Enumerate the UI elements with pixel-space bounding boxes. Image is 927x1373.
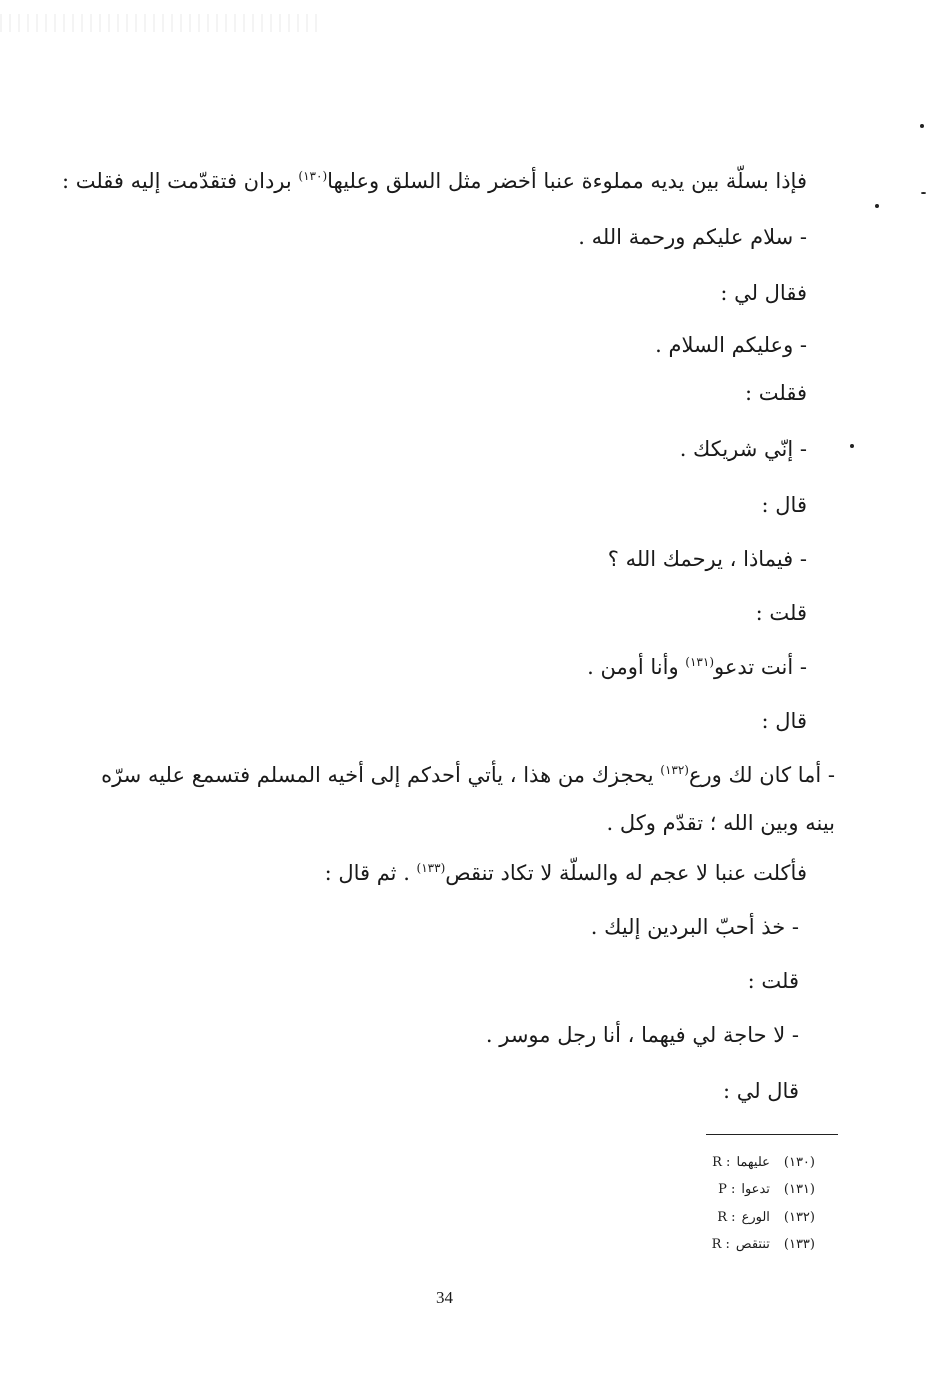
line-text: - فيماذا ، يرحمك الله ؟ [607, 547, 807, 571]
footnote-133 [712, 1236, 815, 1254]
line-text: - أنت تدعو [714, 655, 807, 679]
scan-speck [850, 444, 854, 448]
body-line-16 [748, 966, 799, 996]
body-line-8 [608, 544, 807, 574]
footnote-130 [712, 1154, 815, 1172]
footnote-separator [706, 1134, 838, 1135]
line-text: قال : [761, 493, 807, 517]
body-line-1 [62, 166, 807, 196]
line-text: - لا حاجة لي فيهما ، أنا رجل موسر . [485, 1023, 799, 1047]
body-line-18 [723, 1076, 799, 1106]
footnote-source: R : [712, 1155, 731, 1170]
body-line-13 [607, 808, 835, 838]
footnote-number: (١٣٢) [783, 1210, 815, 1225]
body-line-2 [578, 222, 807, 252]
body-line-10 [587, 652, 807, 682]
body-line-3 [720, 278, 807, 308]
line-text: - وعليكم السلام . [655, 333, 807, 357]
line-text: - إنّي شريكك . [679, 437, 807, 461]
footnote-source: R : [711, 1237, 730, 1252]
line-text: فقلت : [745, 381, 807, 405]
footnote-ref: (١٣١) [685, 655, 714, 669]
scan-noise [0, 14, 320, 32]
scan-speck [920, 124, 924, 128]
line-text: - خذ أحبّ البردين إليك . [590, 915, 799, 939]
line-text-after: بردان فتقدّمت إليه فقلت : [61, 169, 299, 193]
footnote-word: تدعوا [741, 1182, 770, 1197]
line-text: قال لي : [722, 1079, 799, 1103]
line-text: - سلام عليكم ورحمة الله . [578, 225, 807, 249]
body-line-5 [745, 378, 807, 408]
line-text-after: . ثم قال : [324, 861, 417, 885]
line-text: - أما كان لك ورع [688, 763, 835, 787]
footnote-number: (١٣٣) [783, 1237, 815, 1252]
line-text: قال : [761, 709, 807, 733]
scan-speck [875, 204, 879, 208]
line-text: بينه وبين الله ؛ تقدّم وكل . [606, 811, 835, 835]
body-line-12 [60, 760, 835, 790]
footnote-word: عليهما [736, 1155, 770, 1170]
page-number: 34 [436, 1288, 453, 1307]
footnote-ref: (١٣٠) [298, 169, 328, 183]
footnote-word: تنتقص [735, 1237, 770, 1252]
footnote-source: R : [717, 1210, 736, 1225]
line-text: قلت : [755, 601, 807, 625]
footnote-ref: (١٣٢) [660, 763, 689, 777]
footnote-word: الورع [741, 1210, 770, 1225]
footnote-number: (١٣٠) [783, 1155, 815, 1170]
body-line-15 [591, 912, 799, 942]
body-line-7 [762, 490, 807, 520]
line-text: فإذا بسلّة بين يديه مملوءة عنبا أخضر مثل السلق وعليها [327, 169, 807, 193]
body-line-4 [655, 330, 807, 360]
line-text: فقال لي : [720, 281, 807, 305]
body-line-9 [756, 598, 807, 628]
body-line-14 [325, 858, 807, 888]
line-text-after: يحجزك من هذا ، يأتي أحدكم إلى أخيه المسلم فتسمع عليه سرّه [101, 763, 661, 787]
footnote-number: (١٣١) [783, 1182, 815, 1197]
body-line-17 [486, 1020, 799, 1050]
scan-speck [921, 192, 926, 194]
footnote-source: P : [718, 1182, 736, 1197]
footnote-131 [718, 1181, 815, 1199]
line-text: قلت : [747, 969, 799, 993]
footnote-ref: (١٣٣) [416, 861, 446, 875]
line-text: فأكلت عنبا لا عجم له والسلّة لا تكاد تنقص [445, 861, 807, 885]
line-text-after: وأنا أومن . [587, 655, 686, 679]
body-line-6 [680, 434, 807, 464]
body-line-11 [762, 706, 807, 736]
footnote-132 [717, 1209, 815, 1227]
